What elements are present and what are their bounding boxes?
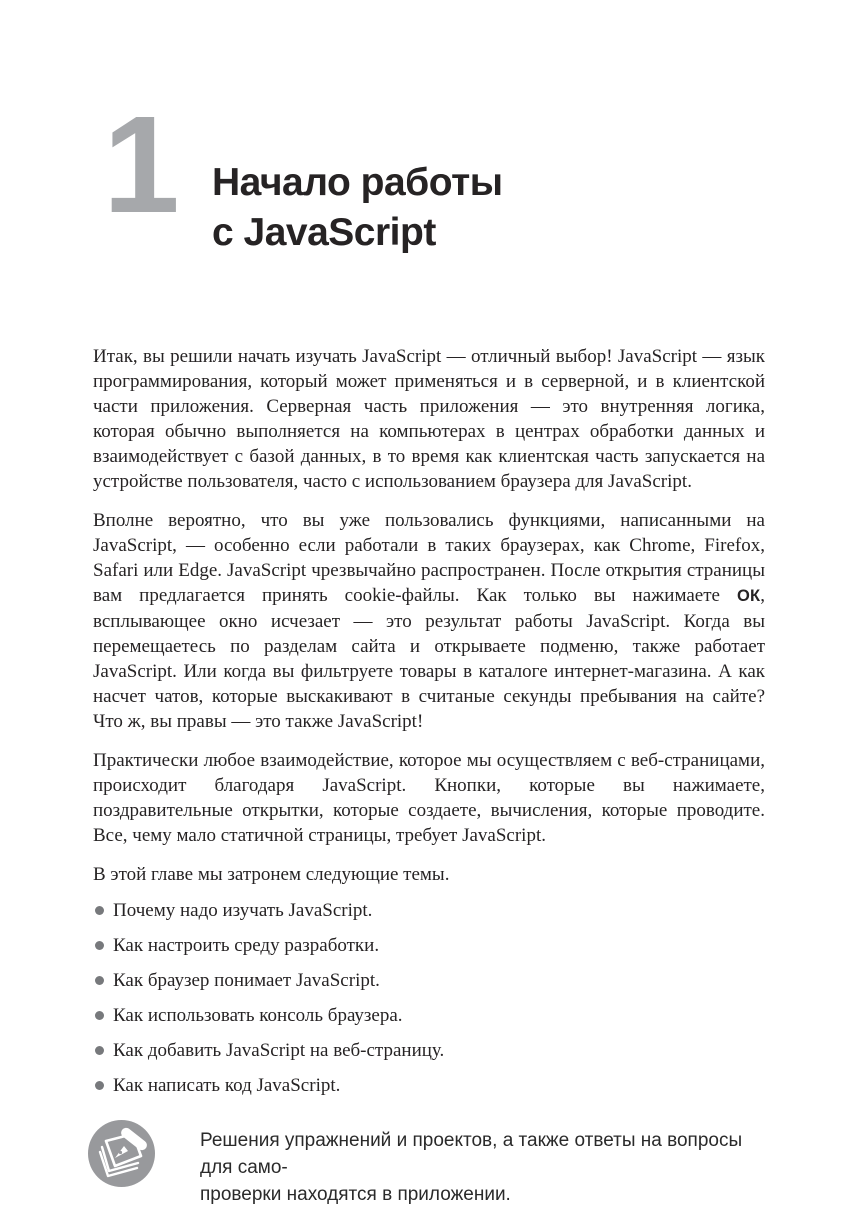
list-item xyxy=(93,969,765,993)
list-item-label: Как настроить среду разработки. xyxy=(113,935,380,956)
bullet-icon xyxy=(95,976,104,985)
topics-list xyxy=(93,899,765,1098)
paragraph-2-before-ok: Вполне вероятно, что вы уже пользовались функциями, написанными на JavaScript, — особенно если работали в таких браузерах, как Chrome, Firefox, Safari или Edge. JavaScript чрезвычайно распространен. После открытия страницы вам предлагается принять cookie-файлы. Как только вы нажимаете xyxy=(93,510,765,606)
chapter-title-line2: с JavaScript xyxy=(212,211,436,255)
list-item xyxy=(93,899,765,923)
topics-list-intro: В этой главе мы затронем следующие темы. xyxy=(93,864,450,885)
list-item-label: Почему надо изучать JavaScript. xyxy=(113,900,373,921)
list-item xyxy=(93,1074,765,1098)
chapter-title xyxy=(212,158,503,258)
bullet-icon xyxy=(95,906,104,915)
paragraph-javascript-examples xyxy=(93,508,765,734)
list-item-label: Как браузер понимает JavaScript. xyxy=(113,970,380,991)
note-text-line2: проверки находятся в приложении. xyxy=(200,1184,511,1205)
list-item xyxy=(93,1004,765,1028)
list-item-label: Как использовать консоль браузера. xyxy=(113,1005,403,1026)
list-item-label: Как написать код JavaScript. xyxy=(113,1075,341,1096)
chapter-number: 1 xyxy=(103,88,176,242)
list-item xyxy=(93,934,765,958)
list-item-label: Как добавить JavaScript на веб-страницу. xyxy=(113,1040,445,1061)
body-text-column xyxy=(93,344,765,1208)
paragraph-web-interaction: Практически любое взаимодействие, которое мы осуществляем с веб-страницами, происходит благодаря JavaScript. Кнопки, которые вы нажимаете, поздравительные открытки, которые создаете, вычисления, которые проводите. Все, чему мало статичной страницы, требует JavaScript. xyxy=(93,750,765,846)
bullet-icon xyxy=(95,941,104,950)
pen-writing-icon xyxy=(88,1120,155,1187)
note-box xyxy=(88,1120,765,1208)
bullet-icon xyxy=(95,1011,104,1020)
bullet-icon xyxy=(95,1081,104,1090)
paragraph-intro-javascript: Итак, вы решили начать изучать JavaScript — отличный выбор! JavaScript — язык программирования, который может применяться и в серверной, и в клиентской части приложения. Серверная часть приложения — это внутренняя логика, которая обычно выполняется на компьютерах в центрах обработки данных и взаимодействует с базой данных, в то время как клиентская часть запускается на устройстве пользователя, часто с использованием браузера для JavaScript. xyxy=(93,346,765,492)
paragraph-2-after-ok: , всплывающее окно исчезает — это результат работы JavaScript. Когда вы перемещаетесь по разделам сайта и открываете подменю, также работает JavaScript. Или когда вы фильтруете товары в каталоге интернет-магазина. А как насчет чатов, которые выскакивают в считаные секунды пребывания на сайте? Что ж, вы правы — это также JavaScript! xyxy=(93,585,765,732)
bullet-icon xyxy=(95,1046,104,1055)
ok-button-label: ОК xyxy=(736,587,761,605)
list-item xyxy=(93,1039,765,1063)
note-text-line1: Решения упражнений и проектов, а также ответы на вопросы для само- xyxy=(200,1130,743,1178)
chapter-title-line1: Начало работы xyxy=(212,161,503,205)
note-text xyxy=(200,1127,765,1208)
